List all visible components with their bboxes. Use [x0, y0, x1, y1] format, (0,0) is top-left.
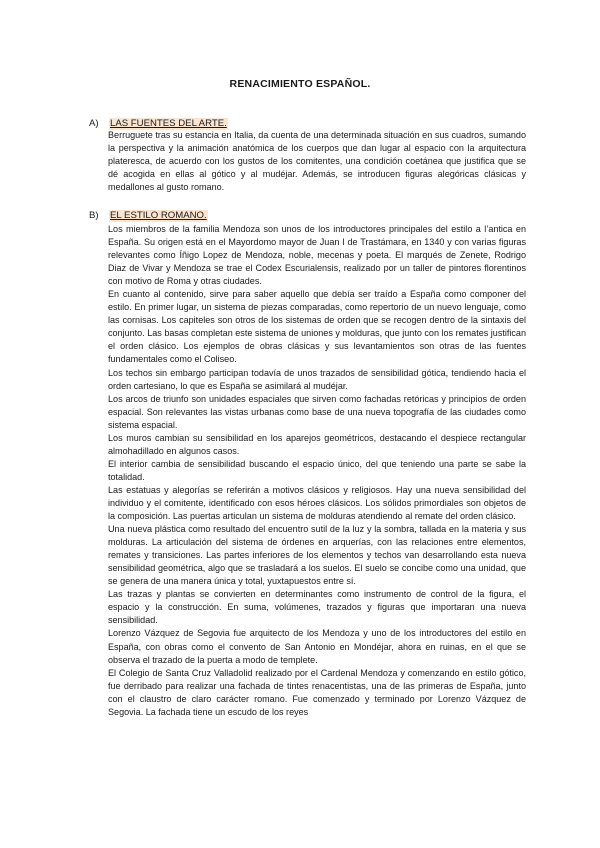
paragraph: Una nueva plástica como resultado del encuentro sutil de la luz y la sombra, tallada en la materia y sus molduras. La articulación del sistema de órdenes en arquerías, con las relaciones entre elementos, remates y transiciones. Las partes inferiores de los elementos y techos van desarrollando esta nueva sensibilidad geométrica, algo que se trasladará a los suelos. El suelo se concibe como una unidad, que se genera de una manera única y total, yuxtapuestos entre sí. [108, 524, 526, 587]
paragraph: Berruguete tras su estancia en Italia, da cuenta de una determinada situación en sus cuadros, sumando la perspectiva y la animación anatómica de los cuerpos que dan lugar al espacio con la arquitectura plateresca, de acuerdo con los gustos de los comitentes, una condición coetánea que justifica que se dé acogida en ellas al gótico y al mudéjar. Además, se introducen figuras alegóricas clásicas y medallones al gusto romano. [108, 130, 526, 193]
paragraph: Los miembros de la familia Mendoza son unos de los introductores principales del estilo a l’antica en España. Su origen está en el Mayordomo mayor de Juan I de Trastámara, en 1340 y con varias figuras relevantes como Íñigo Lopez de Mendoza, noble, mecenas y poeta. El marqués de Zenete, Rodrigo Diaz de Vivar y Mendoza se trae el Codex Escurialensis, realizado por un taller de pintores florentinos con motivo de Roma y otras ciudades. [108, 224, 526, 287]
paragraph: Los arcos de triunfo son unidades espaciales que sirven como fachadas retóricas y principios de orden espacial. Son relevantes las vistas urbanas como base de una nueva topografía de las ciudades como sistema espacial. [108, 393, 526, 430]
paragraph: Los muros cambian su sensibilidad en los aparejos geométricos, destacando el despiece rectangular almohadillado en algunos casos. [108, 432, 526, 456]
section-b-title: EL ESTILO ROMANO. [110, 210, 207, 221]
section-b-heading [89, 210, 208, 222]
section-a-letter: A) [89, 118, 99, 129]
paragraph: El Colegio de Santa Cruz Valladolid realizado por el Cardenal Mendoza y comenzando en estilo gótico, fue derribado para realizar una fachada de tintes renacentistas, una de las primeras de España, junto con el claustro de claro carácter romano. Fue comenzado y terminado por Lorenzo Vázquez de Segovia. La fachada tiene un escudo de los reyes [108, 667, 526, 717]
paragraph: Los techos sin embargo participan todavía de unos trazados de sensibilidad gótica, tendiendo hacia el orden cartesiano, lo que es España se asimilará al mudéjar. [108, 367, 526, 391]
section-b-letter: B) [89, 210, 99, 221]
paragraph: Lorenzo Vázquez de Segovia fue arquitecto de los Mendoza y uno de los introductores del estilo en España, con obras como el convento de San Antonio en Mondéjar, ahora en ruinas, en el que se observa el trazado de la puerta a modo de templete. [108, 628, 526, 665]
paragraph: Las estatuas y alegorías se referirán a motivos clásicos y religiosos. Hay una nueva sensibilidad del individuo y el comitente, identificado con esos héroes clásicos. Los sólidos primordiales son objetos de la composición. Las puertas articulan un sistema de molduras atendiendo al remate del orden clásico. [108, 484, 526, 522]
document-title: RENACIMIENTO ESPAÑOL. [229, 78, 371, 90]
section-a-title: LAS FUENTES DEL ARTE. [110, 118, 227, 129]
section-a-body [108, 129, 526, 194]
paragraph: Las trazas y plantas se convierten en determinantes como instrumento de control de la figura, el espacio y la construcción. En suma, volúmenes, trazados y figuras que importaran una nueva sensibilidad. [108, 589, 526, 626]
section-b-body [108, 223, 526, 719]
paragraph: En cuanto al contenido, sirve para saber aquello que debía ser traído a España como componer del estilo. En primer lugar, un sistema de piezas comparadas, como repertorio de un nuevo lenguaje, como las cornisas. Los capiteles son otros de los sistemas de orden que se recogen dentro de la sintaxis del conjunto. Las basas completan este sistema de uniones y molduras, que junto con los remates justifican el orden clásico. Los ejemplos de obras clásicas y sus levantamientos son otras de las fuentes fundamentales como el Coliseo. [108, 289, 526, 365]
paragraph: El interior cambia de sensibilidad buscando el espacio único, del que teniendo una parte se sabe la totalidad. [108, 458, 526, 482]
